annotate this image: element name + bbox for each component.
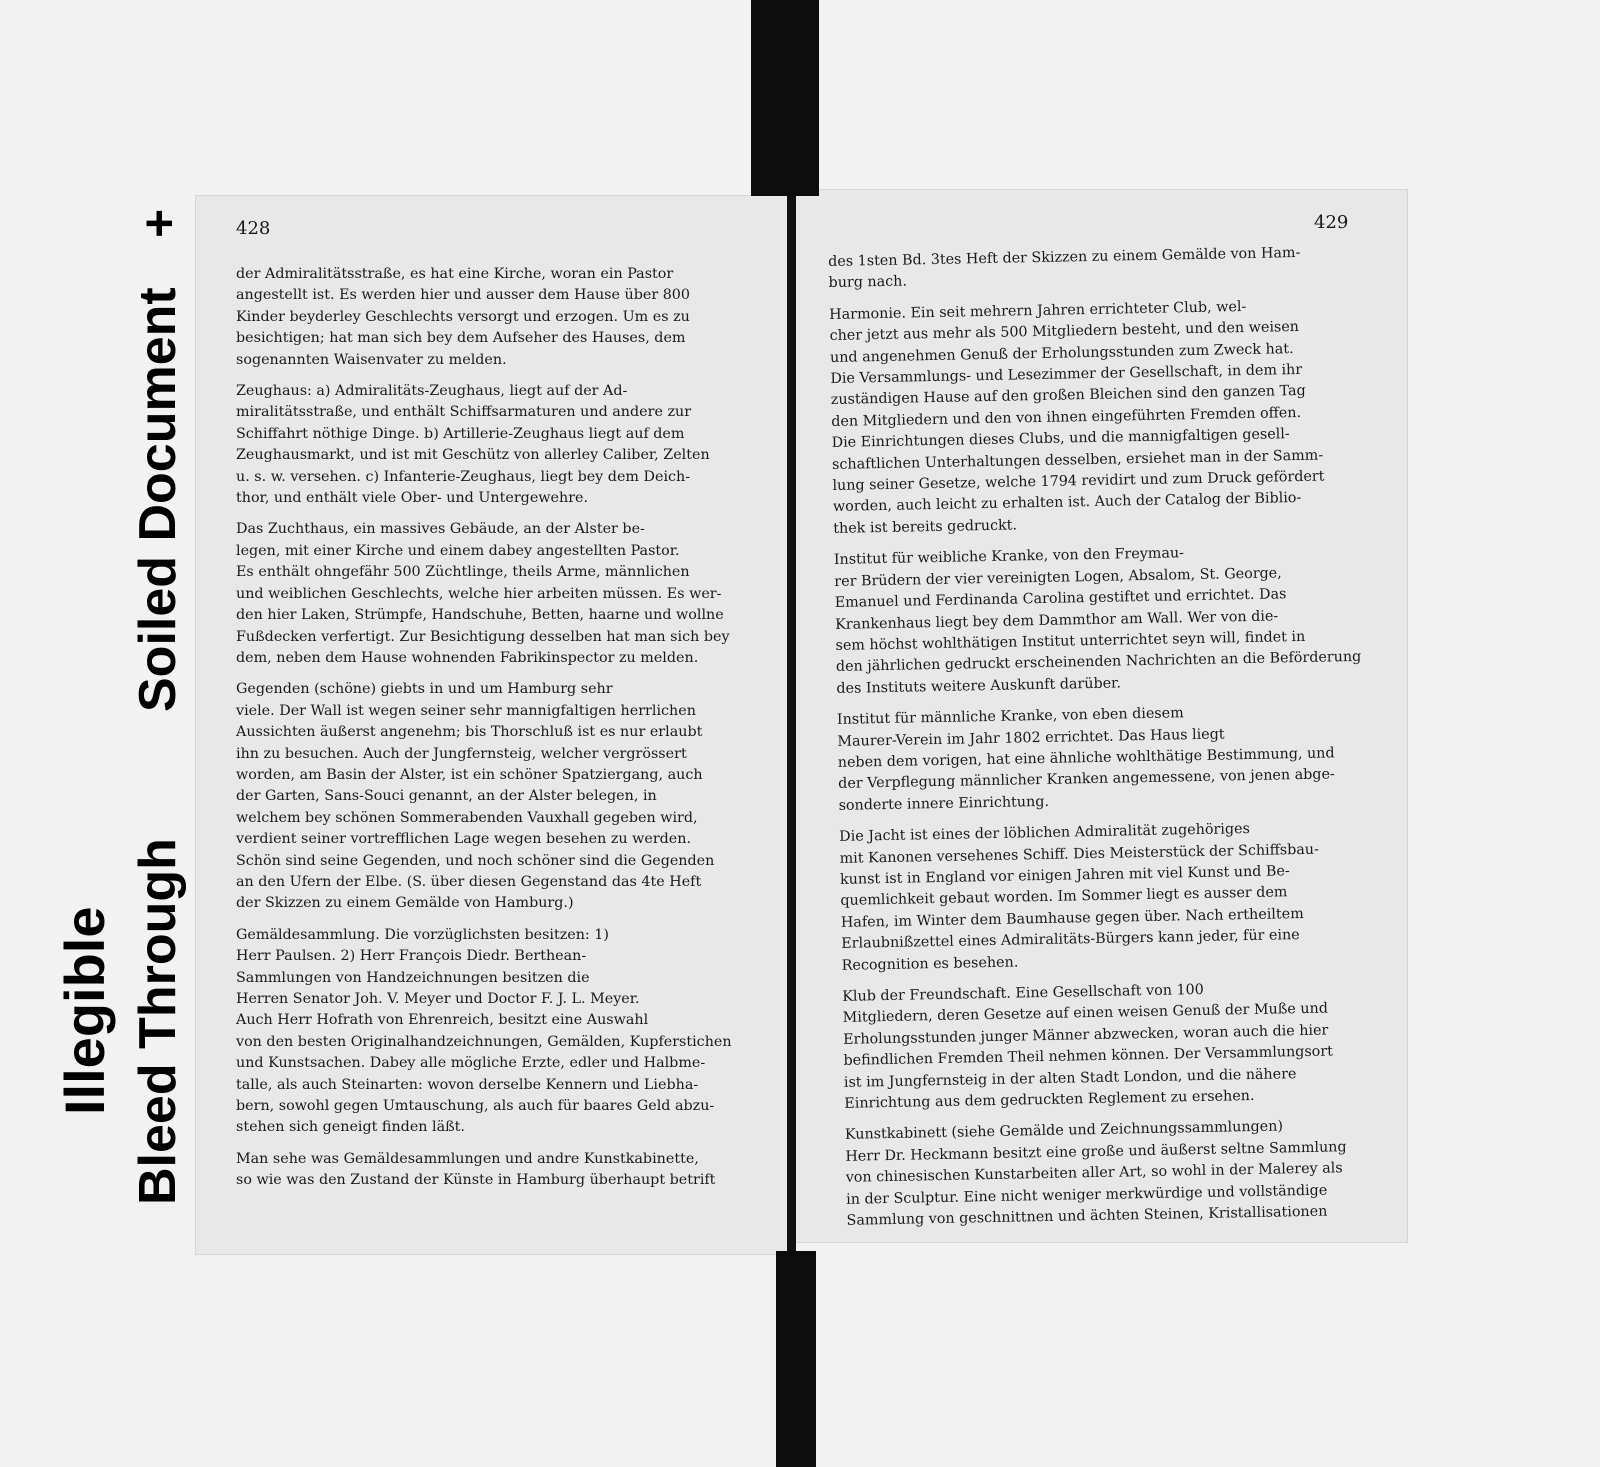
text-line: des Instituts weitere Auskunft darüber. (836, 675, 1122, 697)
text-line: des 1sten Bd. 3tes Heft der Skizzen zu einem Gemälde von Ham- (828, 244, 1301, 270)
text-line: Einrichtung aus dem gedruckten Reglement zu ersehen. (844, 1088, 1255, 1112)
text-line: Herr Paulsen. 2) Herr François Diedr. Berthean- (236, 948, 587, 965)
text-line: miralitätsstraße, und enthält Schiffsarmaturen und andere zur (236, 404, 692, 421)
text-line: den hier Laken, Strümpfe, Handschuhe, Betten, haarne und wollne (236, 607, 724, 624)
text-line: Hafen, im Winter dem Baumhause gegen über. Nach ertheiltem (840, 905, 1304, 931)
text-line: von chinesischen Kunstarbeiten aller Art, so wohl in der Malerey als (845, 1160, 1343, 1187)
text-line: mit Kanonen versehenes Schiff. Dies Meisterstück der Schiffsbau- (839, 841, 1319, 867)
text-line: neben dem vorigen, hat eine ähnliche wohlthätige Bestimmung, und (837, 745, 1335, 771)
text-line: sogenannten Waisenvater zu melden. (236, 351, 507, 368)
text-line: besichtigen; hat man sich bey dem Aufseher des Hauses, dem (236, 330, 686, 347)
text-line: Zeughausmarkt, und ist mit Geschütz von allerley Caliber, Zelten (236, 447, 710, 464)
text-line: an den Ufern der Elbe. (S. über diesen Gegenstand das 4te Heft (236, 873, 702, 890)
text-line: zuständigen Hause auf den großen Bleichen sind den ganzen Tag (830, 383, 1306, 409)
text-line: ist im Jungfernsteig in der alten Stadt London, und die nähere (843, 1065, 1297, 1091)
text-line: Institut für männliche Kranke, von eben diesem (836, 705, 1184, 729)
text-line: Schön sind seine Gegenden, und noch schöner sind die Gegenden (236, 852, 715, 869)
text-line: schaftlichen Unterhaltungen desselben, ersiehet man in der Samm- (831, 447, 1324, 473)
text-line: Recognition es besehen. (841, 954, 1019, 974)
text-line: Die Einrichtungen dieses Clubs, und die mannigfaltigen gesell- (831, 426, 1290, 452)
text-line: Auch Herr Hofrath von Ehrenreich, besitzt eine Auswahl (236, 1012, 649, 1029)
text-line: worden, am Basin der Alster, ist ein schöner Spatziergang, auch (236, 766, 703, 783)
text-line: bern, sowohl gegen Umtauschung, als auch für baares Geld abzu- (236, 1098, 715, 1115)
book-spine (787, 196, 796, 1254)
text-line: Es enthält ohngefähr 500 Züchtlinge, theils Arme, männlichen (236, 564, 690, 581)
text-line: Mitgliedern, deren Gesetze auf einen weisen Genuß der Muße und (842, 1000, 1329, 1027)
text-line: und Kunstsachen. Dabey alle mögliche Erzte, edler und Halbme- (236, 1055, 706, 1072)
text-line: talle, als auch Steinarten: wovon derselbe Kennern und Liebha- (236, 1076, 699, 1093)
left-page-text (236, 264, 756, 1192)
binder-clip-bottom (776, 1251, 816, 1467)
text-line: burg nach. (828, 273, 908, 292)
text-line: Fußdecken verfertigt. Zur Besichtigung desselben hat man sich bey (236, 628, 730, 645)
text-line: der Skizzen zu einem Gemälde von Hamburg.) (236, 895, 574, 912)
plus-mark: + (131, 208, 187, 238)
text-line: Maurer-Verein im Jahr 1802 errichtet. Das Haus liegt (837, 726, 1225, 750)
text-line: u. s. w. versehen. c) Infanterie-Zeughaus, liegt bey dem Deich- (236, 468, 691, 485)
text-line: Das Zuchthaus, ein massives Gebäude, an der Alster be- (236, 521, 645, 538)
text-line: angestellt ist. Es werden hier und ausser dem Hause über 800 (236, 287, 691, 304)
text-line: Emanuel und Ferdinanda Carolina gestiftet und errichtet. Das (834, 586, 1287, 612)
bleed-through-label: Bleed Through (129, 838, 187, 1205)
text-line: Klub der Freundschaft. Eine Gesellschaft von 100 (842, 981, 1204, 1005)
text-line: Erlaubnißzettel eines Admiralitäts-Bürgers kann jeder, für eine (841, 927, 1300, 953)
text-line: sem höchst wohlthätigen Institut unterrichtet seyn will, findet in (835, 628, 1306, 654)
text-line: Institut für weibliche Kranke, von den Freymau- (833, 545, 1185, 569)
text-line: ihn zu besuchen. Auch der Jungfernsteig, welcher vergrössert (236, 745, 687, 762)
text-line: stehen sich geneigt finden läßt. (236, 1119, 465, 1136)
right-page-text (828, 241, 1395, 1232)
text-line: von den besten Originalhandzeichnungen, Gemälden, Kupferstichen (236, 1033, 732, 1050)
paragraph-gap (236, 915, 756, 925)
text-line: kunst ist in England vor einigen Jahren mit viel Kunst und Be- (839, 863, 1290, 888)
text-line: in der Sculptur. Eine nicht weniger merkwürdige und vollständige (846, 1182, 1328, 1208)
text-line: Herr Dr. Heckmann besitzt eine große und äußerst seltne Sammlung (845, 1139, 1347, 1165)
text-line: den jährlichen gedruckt erscheinenden Nachrichten an die Beförderung (835, 649, 1362, 676)
text-line: worden, auch leicht zu erhalten ist. Auch der Catalog der Biblio- (832, 490, 1302, 516)
text-line: und weiblichen Geschlechts, welche hier arbeiten müssen. Es wer- (236, 585, 722, 602)
text-line: verdient seiner vortrefflichen Lage wegen besehen zu werden. (236, 831, 692, 848)
text-line: Kunstkabinett (siehe Gemälde und Zeichnungssammlungen) (844, 1118, 1284, 1144)
text-line: legen, mit einer Kirche und einem dabey angestellten Pastor. (236, 542, 680, 559)
text-line: Die Jacht ist eines der löblichen Admiralität zugehöriges (839, 821, 1250, 846)
text-line: rer Brüdern der vier vereinigten Logen, Absalom, St. George, (834, 565, 1282, 590)
text-line: Man sehe was Gemäldesammlungen und andre Kunstkabinette, (236, 1150, 699, 1167)
text-line: Herren Senator Joh. V. Meyer und Doctor F. J. L. Meyer. (236, 991, 640, 1007)
text-line: quemlichkeit gebaut worden. Im Sommer liegt es ausser dem (840, 884, 1288, 910)
paragraph-gap (236, 371, 756, 381)
paragraph-gap (236, 669, 756, 679)
text-line: Gemäldesammlung. Die vorzüglichsten besitzen: 1) (236, 926, 609, 943)
text-line: Gegenden (schöne) giebts in und um Hamburg sehr (236, 681, 613, 698)
text-line: welchem bey schönen Sommerabenden Vauxhall gegeben wird, (236, 809, 698, 826)
text-line: thek ist bereits gedruckt. (833, 517, 1018, 537)
text-line: den Mitgliedern und den von ihnen eingeführten Fremden offen. (831, 404, 1302, 430)
text-line: der Admiralitätsstraße, es hat eine Kirche, woran ein Pastor (236, 266, 674, 282)
text-line: lung seiner Gesetze, welche 1794 revidirt und zum Druck gefördert (832, 468, 1325, 495)
paragraph-gap (236, 509, 756, 519)
text-line: Die Versammlungs- und Lesezimmer der Gesellschaft, in dem ihr (830, 361, 1303, 388)
text-line: Schiffahrt nöthige Dinge. b) Artillerie-Zeughaus liegt auf dem (236, 425, 685, 442)
text-line: Zeughaus: a) Admiralitäts-Zeughaus, liegt auf der Ad- (236, 383, 628, 400)
text-line: Aussichten äußerst angenehm; bis Thorschluß ist es nur erlaubt (236, 724, 703, 741)
text-line: befindlichen Fremden Theil nehmen können. Der Versammlungsort (843, 1043, 1334, 1070)
left-page-number: 428 (236, 218, 271, 239)
text-line: der Verpflegung männlicher Kranken angemessene, von jenen abge- (838, 766, 1335, 793)
soiled-document-label: Soiled Document (129, 287, 187, 712)
text-line: der Garten, Sans-Souci genannt, an der Alster belegen, in (236, 788, 657, 805)
paragraph-gap (236, 1139, 756, 1149)
text-line: Kinder beyderley Geschlechts versorgt und erzogen. Um es zu (236, 308, 690, 325)
text-line: cher jetzt aus mehr als 500 Mitgliedern besteht, und den weisen (829, 319, 1300, 345)
text-line: thor, und enthält viele Ober- und Untergewehre. (236, 490, 589, 507)
text-line: Krankenhaus liegt bey dem Dammthor am Wall. Wer von die- (834, 607, 1279, 633)
text-line: Sammlung von geschnittnen und ächten Steinen, Kristallisationen (846, 1203, 1328, 1229)
binder-clip-top (751, 0, 819, 196)
text-line: viele. Der Wall ist wegen seiner sehr mannigfaltigen herrlichen (236, 702, 696, 719)
right-page-number: 429 (1314, 212, 1349, 233)
text-line: Sammlungen von Handzeichnungen besitzen die (236, 969, 590, 986)
illegible-label: Illegible (53, 906, 116, 1115)
text-line: und angenehmen Genuß der Erholungsstunden zum Zweck hat. (829, 340, 1294, 366)
text-line: Erholungsstunden junger Männer abzwecken, woran auch die hier (842, 1022, 1329, 1048)
text-line: dem, neben dem Hause wohnenden Fabrikinspector zu melden. (236, 649, 699, 666)
text-line: sonderte innere Einrichtung. (838, 793, 1050, 814)
text-line: so wie was den Zustand der Künste in Hamburg überhaupt betrift (236, 1172, 716, 1189)
text-line: Harmonie. Ein seit mehrern Jahren errichteter Club, wel- (829, 298, 1247, 323)
